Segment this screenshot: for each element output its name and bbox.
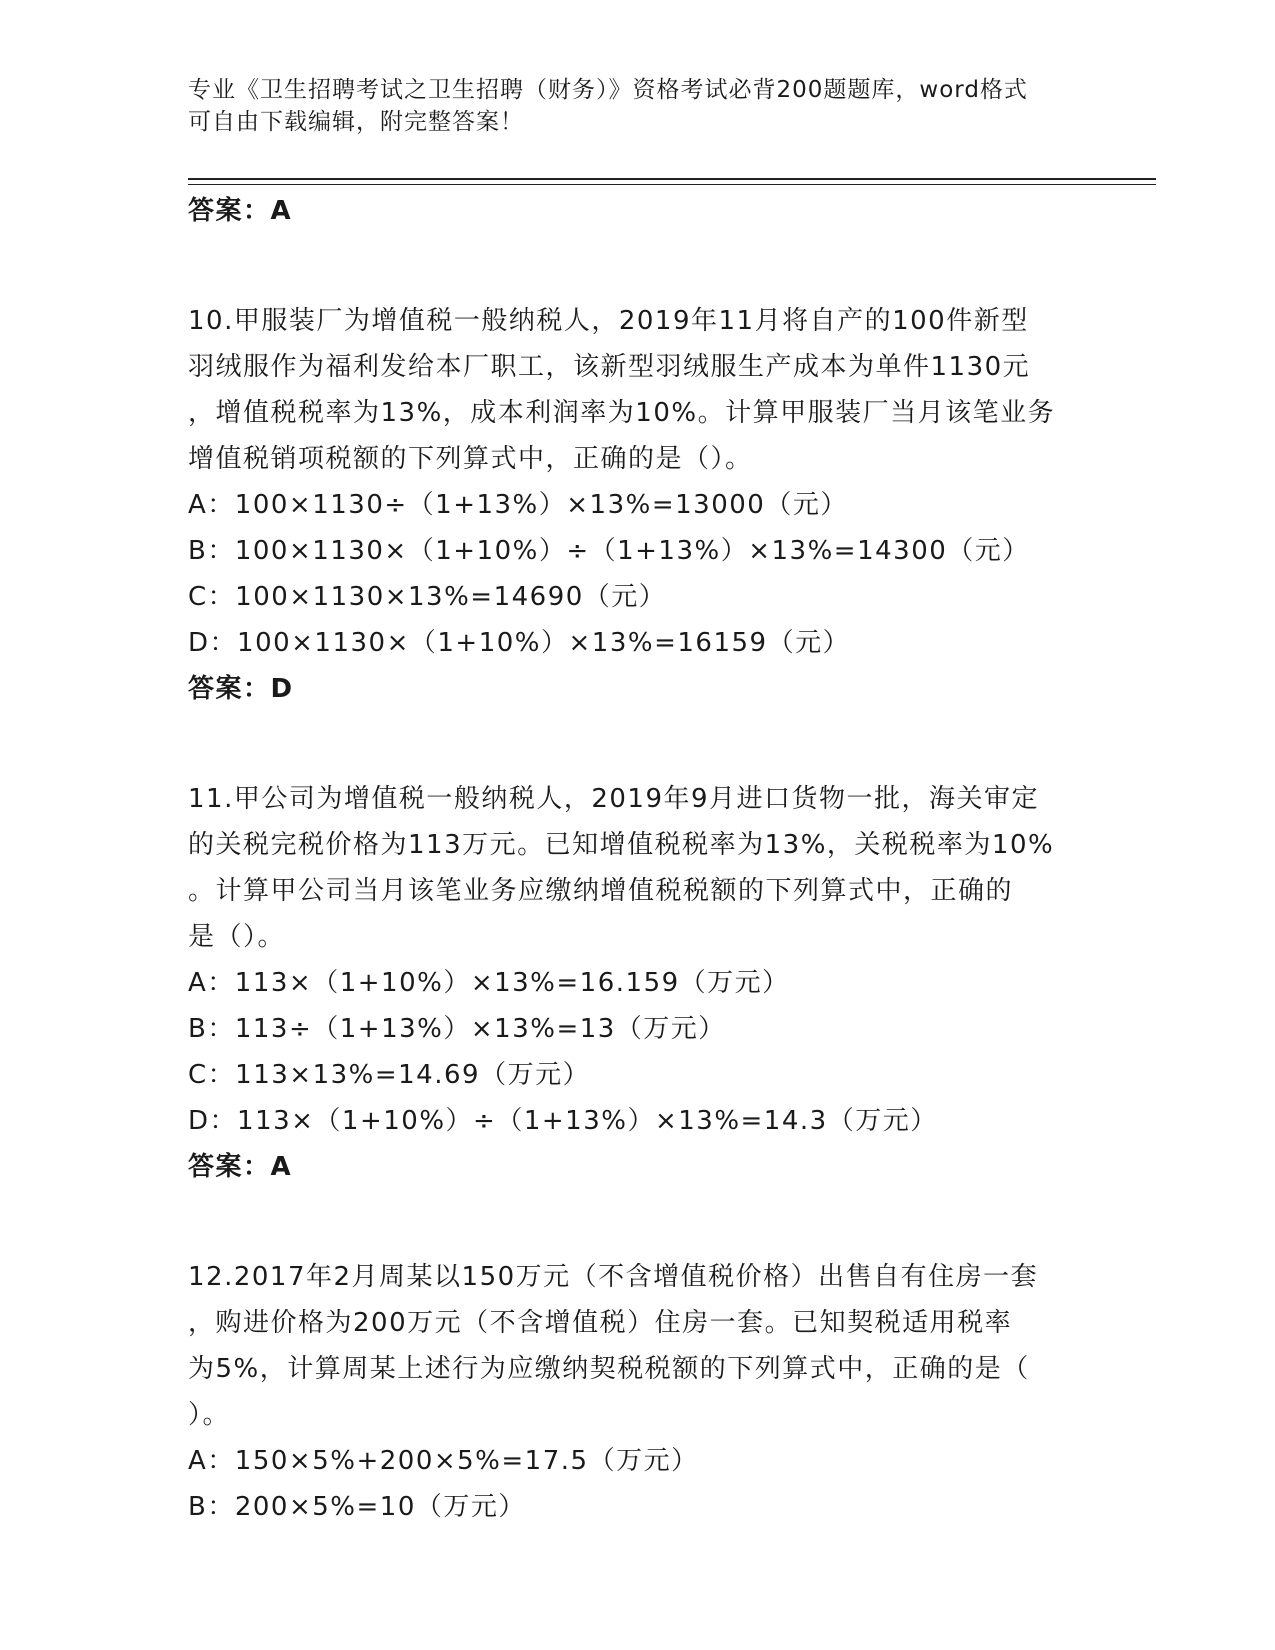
question-12-line-3: 为5%，计算周某上述行为应缴纳契税税额的下列算式中，正确的是（	[188, 1354, 1030, 1384]
question-10	[188, 298, 1088, 712]
question-11-line-1: 11.甲公司为增值税一般纳税人，2019年9月进口货物一批，海关审定	[188, 784, 1040, 814]
question-12	[188, 1254, 1088, 1530]
question-content	[188, 188, 1088, 1530]
question-12-option-a: A：150×5%+200×5%=17.5（万元）	[188, 1446, 699, 1476]
document-header	[188, 74, 1088, 138]
question-11-option-b: B：113÷（1+13%）×13%=13（万元）	[188, 1014, 726, 1044]
question-10-line-1: 10.甲服装厂为增值税一般纳税人，2019年11月将自产的100件新型	[188, 306, 1029, 336]
question-11	[188, 776, 1088, 1190]
question-10-option-b: B：100×1130×（1+10%）÷（1+13%）×13%=14300（元）	[188, 536, 1030, 566]
question-10-option-c: C：100×1130×13%=14690（元）	[188, 582, 667, 612]
question-11-option-a: A：113×（1+10%）×13%=16.159（万元）	[188, 968, 790, 998]
header-title-line-1: 专业《卫生招聘考试之卫生招聘（财务）》资格考试必背200题题库，word格式	[188, 77, 1028, 103]
header-title-line-2: 可自由下载编辑，附完整答案！	[188, 109, 524, 135]
question-10-line-4: 增值税销项税额的下列算式中，正确的是（）。	[188, 444, 753, 474]
question-11-option-d: D：113×（1+10%）÷（1+13%）×13%=14.3（万元）	[188, 1106, 938, 1136]
question-10-answer: 答案：D	[188, 674, 294, 704]
question-11-answer: 答案：A	[188, 1152, 293, 1182]
previous-answer: 答案：A	[188, 196, 293, 226]
question-12-line-2: ，购进价格为200万元（不含增值税）住房一套。已知契税适用税率	[188, 1308, 1013, 1338]
question-10-line-3: ，增值税税率为13%，成本利润率为10%。计算甲服装厂当月该笔业务	[188, 398, 1056, 428]
question-10-option-d: D：100×1130×（1+10%）×13%=16159（元）	[188, 628, 851, 658]
question-12-option-b: B：200×5%=10（万元）	[188, 1492, 526, 1522]
question-12-line-4: ）。	[188, 1400, 231, 1430]
question-10-line-2: 羽绒服作为福利发给本厂职工，该新型羽绒服生产成本为单件1130元	[188, 352, 1031, 382]
question-11-line-4: 是（）。	[188, 922, 286, 952]
spacer	[188, 234, 1088, 298]
question-10-option-a: A：100×1130÷（1+13%）×13%=13000（元）	[188, 490, 848, 520]
spacer	[188, 1190, 1088, 1254]
question-12-line-1: 12.2017年2月周某以150万元（不含增值税价格）出售自有住房一套	[188, 1262, 1039, 1292]
question-11-line-3: 。计算甲公司当月该笔业务应缴纳增值税税额的下列算式中，正确的	[188, 876, 1014, 906]
header-divider-thick	[188, 178, 1156, 180]
question-11-option-c: C：113×13%=14.69（万元）	[188, 1060, 591, 1090]
spacer	[188, 712, 1088, 776]
question-11-line-2: 的关税完税价格为113万元。已知增值税税率为13%，关税税率为10%	[188, 830, 1055, 860]
header-divider-thin	[188, 184, 1156, 185]
